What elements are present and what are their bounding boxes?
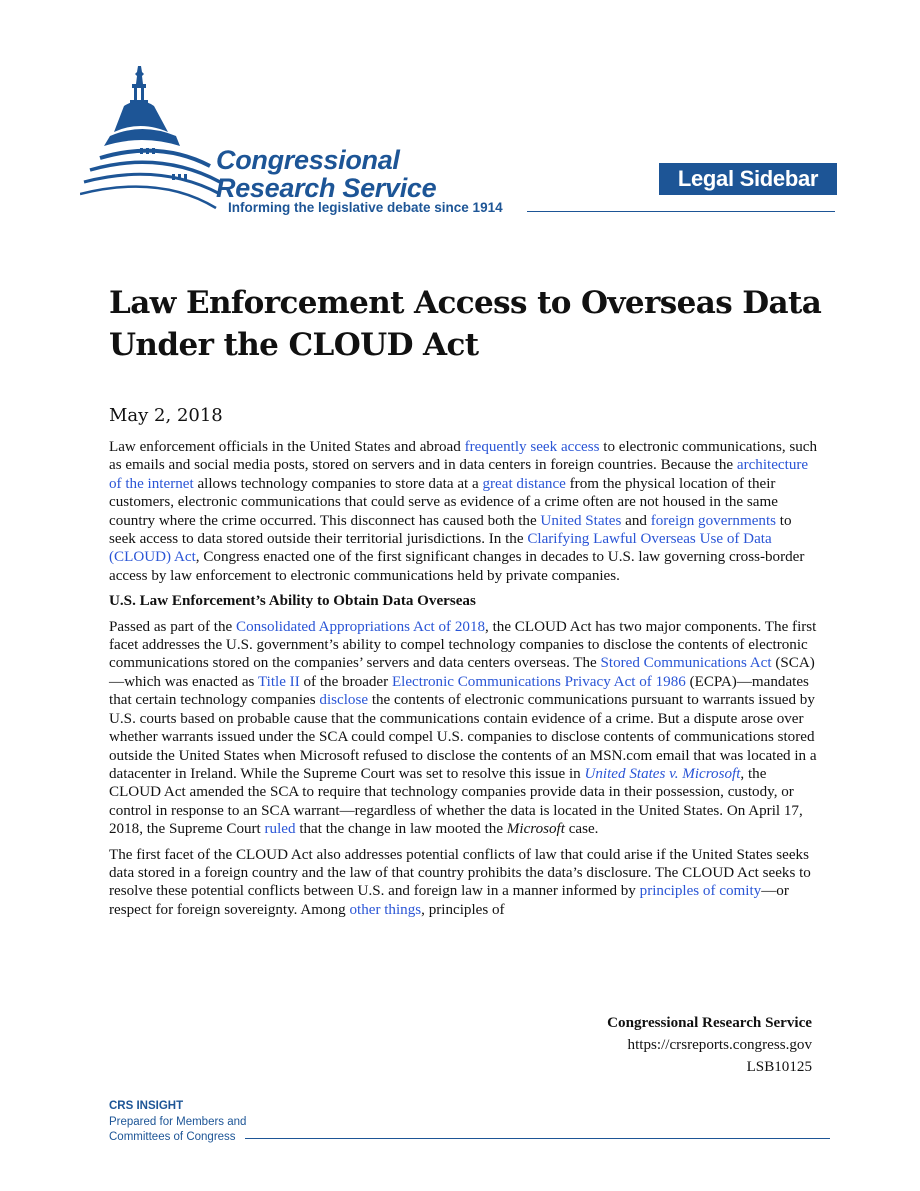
title-line1: Law Enforcement Access to Overseas Data (109, 285, 822, 321)
org-name (216, 146, 436, 202)
report-id: LSB10125 (746, 1059, 812, 1075)
org-name-line2: Research Service (216, 173, 437, 203)
crs-insight-label (109, 1099, 246, 1146)
link-disclose[interactable]: disclose (319, 692, 369, 709)
link-principles-of-comity[interactable]: principles of comity (639, 883, 762, 900)
footer-info (607, 1012, 812, 1078)
legal-sidebar-badge: Legal Sidebar (659, 163, 837, 195)
page-title (109, 282, 829, 366)
section-heading: U.S. Law Enforcement’s Ability to Obtain Data Overseas (109, 593, 476, 610)
publication-date: May 2, 2018 (109, 405, 223, 426)
title-line2: Under the CLOUD Act (109, 327, 479, 363)
crs-logo (80, 66, 540, 226)
link-ruled[interactable]: ruled (264, 821, 296, 838)
paragraph-1: Law enforcement officials in the United States and abroad frequently seek access to electronic communications, such as emails and social media posts, stored on servers and in data centers in foreign countries. Because the architecture of the internet allows technology companies to store data at a great distance from the physical location of their customers, electronic communications that could serve as evidence of a crime often are not housed in the same country where the crime occurred. This disconnect has caused both the United States and foreign governments to seek access to data stored outside their territorial jurisdictions. In the Clarifying Lawful Overseas Use of Data (CLOUD) Act, Congress enacted one of the first significant changes in decades to U.S. law governing cross-border access by law enforcement to electronic communications held by private companies. (109, 439, 818, 584)
link-other-things[interactable]: other things (349, 901, 422, 918)
link-foreign-governments[interactable]: foreign governments (650, 512, 777, 529)
insight-line2: Committees of Congress (109, 1131, 236, 1143)
link-united-states[interactable]: United States (540, 512, 622, 529)
insight-line1: Prepared for Members and (109, 1115, 247, 1128)
link-frequently-seek-access[interactable]: frequently seek access (464, 439, 600, 455)
link-architecture-of-internet[interactable]: architecture of the internet (109, 457, 809, 492)
footer-rule (245, 1138, 830, 1139)
link-consolidated-appropriations-act[interactable]: Consolidated Appropriations Act of 2018 (236, 618, 486, 635)
link-us-v-microsoft[interactable]: United States v. Microsoft (584, 765, 741, 782)
paragraph-2: Passed as part of the Consolidated Appropriations Act of 2018, the CLOUD Act has two major components. The first facet addresses the U.S. government’s ability to compel technology companies to disclose the contents of electronic communications stored on the companies’ servers and data centers overseas. The Stored Communications Act (SCA)—which was enacted as Title II of the broader Electronic Communications Privacy Act of 1986 (ECPA)—mandates that certain technology companies disclose the contents of electronic communications pursuant to warrants issued by U.S. courts based on probable cause that the communications contain evidence of a crime. But a dispute arose over whether warrants issued under the SCA could compel U.S. companies to disclose contents of communications stored outside the United States when Microsoft refused to disclose the contents of an MSN.com email that was located in a datacenter in Ireland. While the Supreme Court was set to resolve this issue in United States v. Microsoft, the CLOUD Act amended the SCA to require that technology companies provide data in their possession, custody, or control in response to an SCA warrant—regardless of whether the data is located in the United States. On April 17, 2018, the Supreme Court ruled that the change in law mooted the Microsoft case. (109, 618, 817, 838)
paragraph-3: The first facet of the CLOUD Act also addresses potential conflicts of law that could arise if the United States seeks data stored in a foreign country and the law of that country prohibits the data’s disclosure. The CLOUD Act seeks to resolve these potential conflicts between U.S. and foreign law in a manner informed by principles of comity—or respect for foreign sovereignty. Among other things, principles of (109, 846, 811, 918)
link-great-distance[interactable]: great distance (482, 475, 566, 492)
link-stored-communications-act[interactable]: Stored Communications Act (600, 655, 772, 672)
link-cloud-act[interactable]: Clarifying Lawful Overseas Use of Data (CLOUD) Act (109, 531, 772, 566)
org-name-line1: Congressional (216, 145, 400, 175)
header-rule (527, 211, 835, 212)
org-tagline: Informing the legislative debate since 1914 (228, 200, 503, 215)
footer-org: Congressional Research Service (607, 1015, 812, 1031)
link-ecpa-1986[interactable]: Electronic Communications Privacy Act of 1986 (391, 673, 686, 690)
article-body (109, 438, 821, 926)
footer-url: https://crsreports.congress.gov (627, 1037, 812, 1053)
insight-title: CRS INSIGHT (109, 1100, 184, 1112)
link-title-ii[interactable]: Title II (257, 673, 300, 690)
